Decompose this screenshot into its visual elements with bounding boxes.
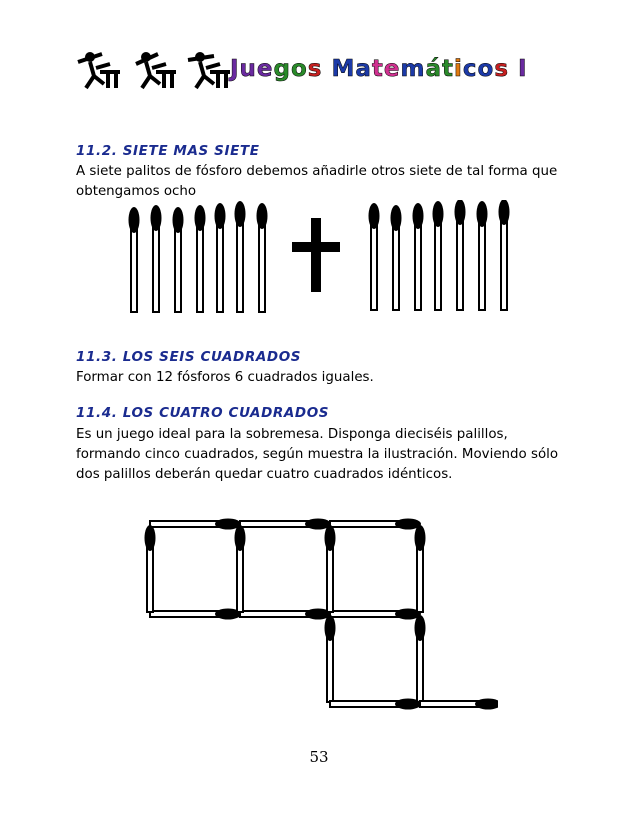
- section-title: 11.2. SIETE MAS SIETE: [76, 143, 260, 159]
- match-icon: [240, 609, 331, 620]
- title-segment: te: [371, 56, 401, 82]
- section-title: 11.3. LOS SEIS CUADRADOS: [76, 349, 302, 365]
- match-icon: [415, 525, 426, 612]
- match-icon: [145, 525, 156, 612]
- match-icon: [477, 201, 488, 310]
- title-segment: i: [454, 56, 463, 82]
- match-icon: [415, 615, 426, 702]
- section-text: A siete palitos de fósforo debemos añadirle otros siete de tal forma que obtengamos ocho: [76, 164, 558, 199]
- page-number: 53: [309, 748, 329, 766]
- match-icon: [151, 205, 162, 312]
- title-segment: I: [518, 56, 528, 82]
- match-icon: [235, 201, 246, 312]
- match-icon: [235, 525, 246, 612]
- match-icon: [455, 200, 466, 310]
- title-segment: s: [307, 56, 332, 82]
- match-icon: [129, 207, 140, 312]
- page-header: [76, 50, 576, 94]
- title-segment: s: [494, 56, 519, 82]
- match-icon: [325, 615, 336, 702]
- match-icon: [257, 203, 268, 312]
- section-text: Formar con 12 fósforos 6 cuadrados iguales.: [76, 370, 374, 385]
- title-segment: m: [400, 56, 426, 82]
- plus-sign-icon: [292, 218, 340, 292]
- match-icon: [413, 203, 424, 310]
- match-icon: [150, 609, 241, 620]
- matches-seven-plus-seven-illustration: [120, 200, 530, 325]
- stick-figure-at-desk-icon: [132, 50, 176, 90]
- book-title: [230, 56, 528, 82]
- title-segment: át: [425, 56, 454, 82]
- match-icon: [433, 201, 444, 310]
- stick-figure-at-desk-icon: [186, 50, 230, 90]
- match-icon: [325, 525, 336, 612]
- title-segment: go: [273, 56, 308, 82]
- match-icon: [330, 519, 421, 530]
- match-icon: [369, 203, 380, 310]
- match-icon: [215, 203, 226, 312]
- title-segment: Jue: [230, 56, 274, 82]
- stick-figure-at-desk-icon: [76, 50, 120, 90]
- matches-five-squares-illustration: [138, 510, 498, 710]
- section-text: Es un juego ideal para la sobremesa. Disponga dieciséis palillos, formando cinco cuadrados, según muestra la ilustración. Moviendo sólo dos palillos deberán quedar cuatro cuadrados idénticos.: [76, 427, 559, 482]
- section-title: 11.4. LOS CUATRO CUADRADOS: [76, 405, 330, 421]
- match-icon: [150, 519, 241, 530]
- match-icon: [195, 205, 206, 312]
- title-segment: co: [462, 56, 495, 82]
- match-icon: [499, 200, 510, 310]
- match-icon: [173, 207, 184, 312]
- match-icon: [330, 609, 421, 620]
- match-icon: [391, 205, 402, 310]
- match-icon: [240, 519, 331, 530]
- match-icon: [330, 699, 421, 710]
- title-segment: Ma: [331, 56, 372, 82]
- match-icon: [420, 699, 498, 710]
